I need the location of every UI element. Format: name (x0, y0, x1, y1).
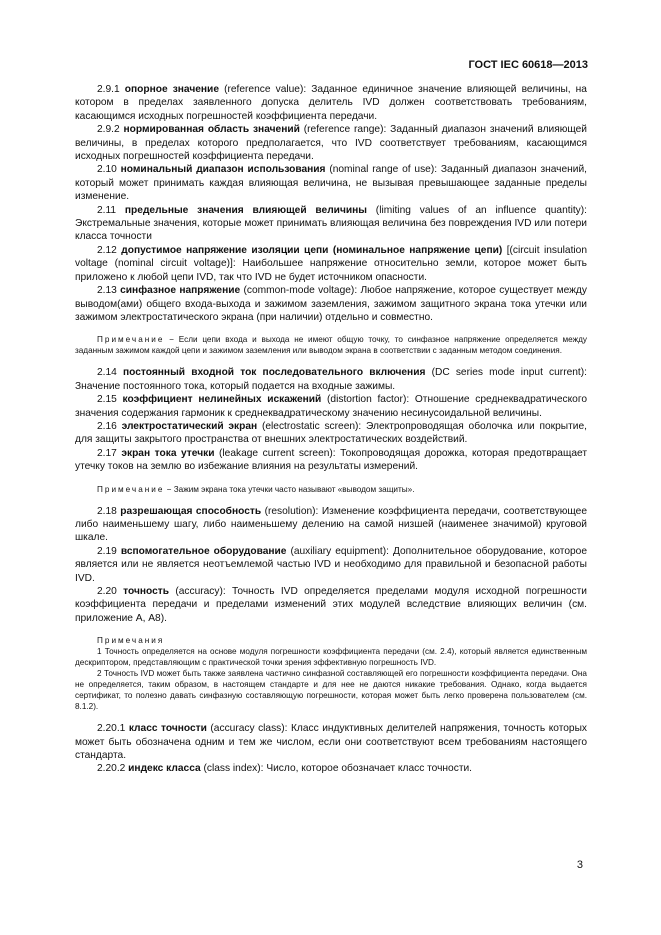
page-number: 3 (576, 859, 583, 871)
definition-2-10 (75, 163, 587, 203)
definition-2-12 (75, 244, 587, 284)
clause-number: 2.13 (97, 285, 121, 297)
clause-number: 2.14 (97, 367, 123, 379)
spacer (75, 474, 587, 484)
term: опорное значение (124, 84, 219, 95)
clause-number: 2.11 (97, 204, 125, 216)
definition-text: [(circuit insulation voltage (nominal circuit voltage)]: Наибольшее напряжение относительно земли, которое может быть приложено к любой цепи IVD, так что IVD не будет источником опасности. (75, 244, 587, 283)
definition-2-11 (75, 204, 587, 244)
definition-text: (nominal range of use): Заданный диапазон значений, который может принимать каждая влияющая величина, не вызывая превышающее заданные пределы изменение. (75, 164, 587, 203)
term: предельные значения влияющей величины (124, 204, 367, 216)
clause-number: 2.20.1 (97, 723, 129, 735)
definition-2-15 (75, 393, 587, 420)
definition-text: (auxiliary equipment): Дополнительное оборудование, которое является или не является неотъемлемой частью IVD и необходимо для правильной и безопасной работы IVD. (75, 545, 587, 584)
note-2-17 (75, 484, 587, 495)
spacer (75, 712, 587, 722)
clause-number: 2.15 (97, 394, 123, 406)
clause-number: 2.20.2 (97, 763, 129, 775)
definition-2-20-1 (75, 722, 587, 762)
definition-text: (common-mode voltage): Любое напряжение, которое существует между выводом(ами) общего входа-выхода и зажимом заземления, зажимом защитного экрана тока утечки или зажимом электростатического экрана (при наличии) отдельно и совместно. (75, 285, 587, 323)
definition-text: (electrostatic screen): Электропроводящая оболочка или покрытие, для защиты закрытого пространства от внешних электростатических воздействий. (75, 420, 587, 446)
term: вспомогательное оборудование (120, 545, 287, 557)
definition-text: (distortion factor): Отношение среднеквадратического значения содержания гармоник к среднеквадратическому значению несинусоидальной величины. (75, 394, 587, 419)
term: допустимое напряжение изоляции цепи (номинальное напряжение цепи) (121, 244, 503, 256)
spacer (75, 324, 587, 334)
clause-number: 2.17 (97, 447, 122, 459)
note-label: Примечание (97, 335, 165, 345)
clause-number: 2.9.1 (97, 84, 125, 95)
clause-number: 2.16 (97, 420, 122, 432)
definition-2-20-2 (75, 762, 587, 775)
clause-number: 2.20 (97, 586, 124, 597)
definition-text: (class index): Число, которое обозначает класс точности. (200, 763, 473, 775)
definition-2-19 (75, 545, 587, 585)
notes-label: Примечания (97, 636, 165, 646)
note-1: 1 Точность определяется на основе модуля погрешности коэффициента передачи (см. 2.4), который является единственным дескриптором, представляющим с практической точки зрения эффективную погрешность IVD. (75, 647, 587, 668)
clause-number: 2.12 (97, 244, 122, 256)
definition-text: (reference range): Заданный диапазон значений влияющей величины, в пределах которого предполагается, что IVD соответствует требованиям, касающимся исходных погрешностей коэффициента передачи. (75, 124, 587, 163)
document-header: ГОСТ IEC 60618—2013 (468, 59, 588, 71)
note-2-13 (75, 334, 587, 356)
definition-2-17 (75, 447, 587, 474)
spacer (75, 356, 587, 366)
definition-text: (accuracy): Точность IVD определяется пределами модуля исходной погрешности коэффициента передачи и пределами изменений этих модулей вследствие влияющих величин (см. приложение А, А8). (75, 586, 587, 624)
spacer (75, 495, 587, 505)
notes-heading (75, 635, 587, 646)
definition-2-13 (75, 284, 587, 324)
definition-text: (leakage current screen): Токопроводящая дорожка, которая предотвращает утечку токов на землю во избежание влияния на результаты измерений. (75, 447, 587, 473)
term: постоянный входной ток последовательного включения (122, 367, 426, 379)
clause-number: 2.18 (97, 505, 121, 517)
definition-2-20 (75, 585, 587, 625)
definition-2-18 (75, 505, 587, 545)
term: экран тока утечки (121, 447, 215, 459)
term: класс точности (128, 723, 207, 735)
term: электростатический экран (121, 420, 258, 432)
definition-2-9-2 (75, 123, 587, 163)
note-2: 2 Точность IVD может быть также заявлена частично синфазной составляющей его погрешности коэффициента передачи. Она не определяется, таким образом, в настоящем стандарте и для нее не даются никакие требования. Однако, когда выдается сертификат, то полезно давать синфазную составляющую погрешности, которая может быть легко проверена пользователем (см. 8.1.2). (75, 669, 587, 712)
term: синфазное напряжение (120, 285, 241, 297)
definition-text: (resolution): Изменение коэффициента передачи, соответствующее либо наименьшему шагу, либо наименьшему делению на самой низшей (наименее значимой) круговой шкале. (75, 505, 587, 544)
term: разрешающая способность (120, 505, 262, 517)
term: нормированная область значений (123, 124, 300, 136)
definition-2-9-1 (75, 83, 587, 123)
term: коэффициент нелинейных искажений (122, 394, 322, 406)
clause-number: 2.10 (97, 164, 121, 176)
definition-text: (accuracy class): Класс индуктивных делителей напряжения, точность которых может быть обозначена одним и тем же числом, если они соответствуют всем требованиям настоящего стандарта. (75, 723, 588, 762)
definition-2-14 (75, 366, 587, 393)
term: номинальный диапазон использования (120, 164, 326, 176)
term: точность (123, 586, 170, 597)
definition-text: (limiting values of an influence quantity): Экстремальные значения, которые может принимать влияющая величина без повреждения IVD или потери класса точности (75, 204, 587, 243)
clause-number: 2.19 (97, 545, 121, 557)
definition-text: (reference value): Заданное единичное значение влияющей величины, на котором в пределах заявленного допуска делитель IVD должен соответствовать требованиям, касающимся исходных погрешностей коэффициента передачи. (75, 84, 587, 122)
document-body (75, 83, 587, 776)
definition-2-16 (75, 420, 587, 447)
definition-text: (DC series mode input current): Значение постоянного тока, который подается на входные зажимы. (75, 367, 587, 392)
term: индекс класса (128, 763, 201, 775)
spacer (75, 625, 587, 635)
clause-number: 2.9.2 (97, 124, 124, 136)
note-text: − Зажим экрана тока утечки часто называют «выводом защиты». (164, 484, 415, 494)
note-label: Примечание (97, 484, 165, 494)
note-text: − Если цепи входа и выхода не имеют общую точку, то синфазное напряжение определяется между заданным зажимом каждой цепи и зажимом заземления или выводом экрана в соответствии с заданным методом соединения. (75, 335, 587, 356)
